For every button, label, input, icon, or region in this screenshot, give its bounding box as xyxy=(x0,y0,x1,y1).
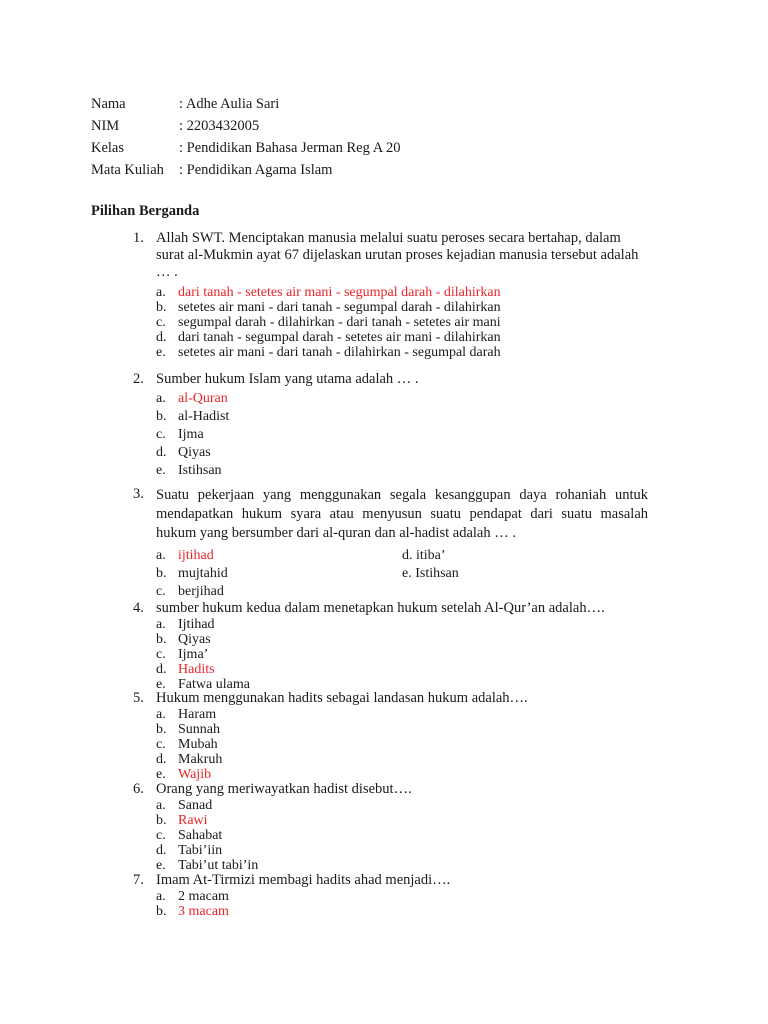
option-a-correct xyxy=(156,547,402,565)
option-a-correct xyxy=(156,285,648,300)
option-list xyxy=(156,889,648,919)
option-text: Makruh xyxy=(178,752,223,767)
option-text: al-Quran xyxy=(178,391,228,406)
info-row-nama xyxy=(91,93,401,115)
option-text: Haram xyxy=(178,707,217,722)
question-number: 4. xyxy=(133,600,144,616)
option-text: Istihsan xyxy=(178,463,222,478)
option-text: Hadits xyxy=(178,662,215,677)
option-letter: d. xyxy=(156,752,167,767)
option-column-right xyxy=(402,547,648,601)
option-letter: c. xyxy=(156,737,166,752)
option-a xyxy=(156,617,648,632)
option-a xyxy=(156,798,648,813)
option-e xyxy=(156,345,648,360)
option-letter: b. xyxy=(156,904,167,919)
option-text: setetes air mani - dari tanah - dilahirkan - segumpal darah xyxy=(178,345,501,360)
option-c xyxy=(156,583,402,601)
student-info xyxy=(91,93,401,181)
option-c xyxy=(156,426,648,444)
option-letter: c. xyxy=(156,828,166,843)
option-letter: e. xyxy=(156,463,166,478)
question-text: Orang yang meriwayatkan hadist disebut…. xyxy=(156,781,412,797)
option-text: mujtahid xyxy=(178,566,228,581)
option-text: Fatwa ulama xyxy=(178,677,250,692)
option-text: Qiyas xyxy=(178,632,211,647)
question-3 xyxy=(133,486,648,601)
info-value: : 2203432005 xyxy=(179,118,260,134)
option-list xyxy=(156,707,648,782)
option-list xyxy=(156,390,648,480)
question-text: Hukum menggunakan hadits sebagai landasan hukum adalah…. xyxy=(156,690,528,706)
option-letter: b. xyxy=(156,722,167,737)
option-b-correct xyxy=(156,904,648,919)
option-text: Mubah xyxy=(178,737,218,752)
option-letter: b. xyxy=(156,813,167,828)
option-b xyxy=(156,722,648,737)
question-6 xyxy=(133,781,648,873)
option-text: 2 macam xyxy=(178,889,229,904)
option-letter: e. xyxy=(156,767,166,782)
option-list xyxy=(156,547,648,601)
option-letter: a. xyxy=(156,285,166,300)
option-list xyxy=(156,285,648,360)
option-d xyxy=(402,547,648,565)
option-column-left xyxy=(156,547,402,601)
question-text: Imam At-Tirmizi membagi hadits ahad menjadi…. xyxy=(156,872,451,888)
option-b-correct xyxy=(156,813,648,828)
option-d xyxy=(156,752,648,767)
option-b xyxy=(156,300,648,315)
option-letter: e. xyxy=(156,677,166,692)
option-letter: c. xyxy=(156,315,166,330)
option-letter: b. xyxy=(156,632,167,647)
option-a xyxy=(156,889,648,904)
option-c xyxy=(156,828,648,843)
option-letter: e. xyxy=(156,858,166,873)
option-letter: c. xyxy=(156,584,166,599)
option-list xyxy=(156,798,648,873)
option-e-correct xyxy=(156,767,648,782)
option-letter: c. xyxy=(156,427,166,442)
option-c xyxy=(156,647,648,662)
option-d-correct xyxy=(156,662,648,677)
info-value: : Pendidikan Agama Islam xyxy=(179,162,333,178)
info-label: Kelas xyxy=(91,140,125,156)
option-text: setetes air mani - dari tanah - segumpal darah - dilahirkan xyxy=(178,300,501,315)
option-letter: e. xyxy=(156,345,166,360)
question-text: Sumber hukum Islam yang utama adalah … . xyxy=(156,371,419,387)
option-text: Wajib xyxy=(178,767,212,782)
option-letter: a. xyxy=(156,889,166,904)
option-letter: a. xyxy=(156,617,166,632)
info-row-mata-kuliah xyxy=(91,159,401,181)
option-letter: d. xyxy=(156,843,167,858)
info-label: NIM xyxy=(91,118,120,134)
option-letter: c. xyxy=(156,647,166,662)
option-e xyxy=(402,565,648,583)
option-a xyxy=(156,707,648,722)
option-b xyxy=(156,565,402,583)
question-number: 3. xyxy=(133,486,144,502)
option-letter: b. xyxy=(156,566,167,581)
option-text: dari tanah - segumpal darah - setetes air mani - dilahirkan xyxy=(178,330,501,345)
option-text: d. itiba’ xyxy=(402,548,446,563)
question-5 xyxy=(133,690,648,782)
option-text: Ijtihad xyxy=(178,617,215,632)
option-letter: a. xyxy=(156,798,166,813)
option-text: Rawi xyxy=(178,813,208,828)
option-letter: a. xyxy=(156,391,166,406)
question-number: 7. xyxy=(133,872,144,888)
option-d xyxy=(156,444,648,462)
question-text: Allah SWT. Menciptakan manusia melalui suatu peroses secara bertahap, dalam surat al-Mukmin ayat 67 dijelaskan urutan proses kejadian manusia tersebut adalah … . xyxy=(156,230,639,280)
info-row-kelas xyxy=(91,137,401,159)
info-value: : Pendidikan Bahasa Jerman Reg A 20 xyxy=(179,140,401,156)
question-2 xyxy=(133,371,648,480)
question-text: Suatu pekerjaan yang menggunakan segala kesanggupan daya rohaniah untuk mendapatkan hukum syara atau menyusun suatu pendapat dari suatu masalah hukum yang bersumber dari al-quran dan al-hadist adalah … . xyxy=(156,487,648,541)
question-number: 2. xyxy=(133,371,144,387)
option-text: Qiyas xyxy=(178,445,211,460)
option-text: Tabi’iin xyxy=(178,843,223,858)
option-text: e. Istihsan xyxy=(402,566,459,581)
option-text: segumpal darah - dilahirkan - dari tanah - setetes air mani xyxy=(178,315,501,330)
option-e xyxy=(156,858,648,873)
option-text: Tabi’ut tabi’in xyxy=(178,858,259,873)
question-7 xyxy=(133,872,648,919)
option-text: ijtihad xyxy=(178,548,214,563)
info-row-nim xyxy=(91,115,401,137)
question-4 xyxy=(133,600,648,692)
question-number: 1. xyxy=(133,230,144,246)
question-1 xyxy=(133,230,648,360)
option-list xyxy=(156,617,648,692)
option-b xyxy=(156,408,648,426)
option-text: al-Hadist xyxy=(178,409,230,424)
info-label: Nama xyxy=(91,96,126,112)
option-b xyxy=(156,632,648,647)
option-letter: a. xyxy=(156,707,166,722)
option-d xyxy=(156,330,648,345)
option-text: dari tanah - setetes air mani - segumpal darah - dilahirkan xyxy=(178,285,501,300)
option-letter: a. xyxy=(156,548,166,563)
option-e xyxy=(156,462,648,480)
info-label: Mata Kuliah xyxy=(91,162,164,178)
question-text: sumber hukum kedua dalam menetapkan hukum setelah Al-Qur’an adalah…. xyxy=(156,600,605,616)
option-c xyxy=(156,737,648,752)
option-c xyxy=(156,315,648,330)
option-d xyxy=(156,843,648,858)
option-text: Ijma xyxy=(178,427,204,442)
option-letter: d. xyxy=(156,445,167,460)
option-letter: d. xyxy=(156,330,167,345)
option-text: Sahabat xyxy=(178,828,223,843)
option-letter: d. xyxy=(156,662,167,677)
option-text: 3 macam xyxy=(178,904,229,919)
question-number: 6. xyxy=(133,781,144,797)
option-text: Sanad xyxy=(178,798,213,813)
question-number: 5. xyxy=(133,690,144,706)
option-a-correct xyxy=(156,390,648,408)
option-letter: b. xyxy=(156,409,167,424)
section-title: Pilihan Berganda xyxy=(91,203,200,219)
info-value: : Adhe Aulia Sari xyxy=(179,96,280,112)
option-text: Sunnah xyxy=(178,722,220,737)
option-letter: b. xyxy=(156,300,167,315)
option-text: berjihad xyxy=(178,584,224,599)
option-text: Ijma’ xyxy=(178,647,209,662)
